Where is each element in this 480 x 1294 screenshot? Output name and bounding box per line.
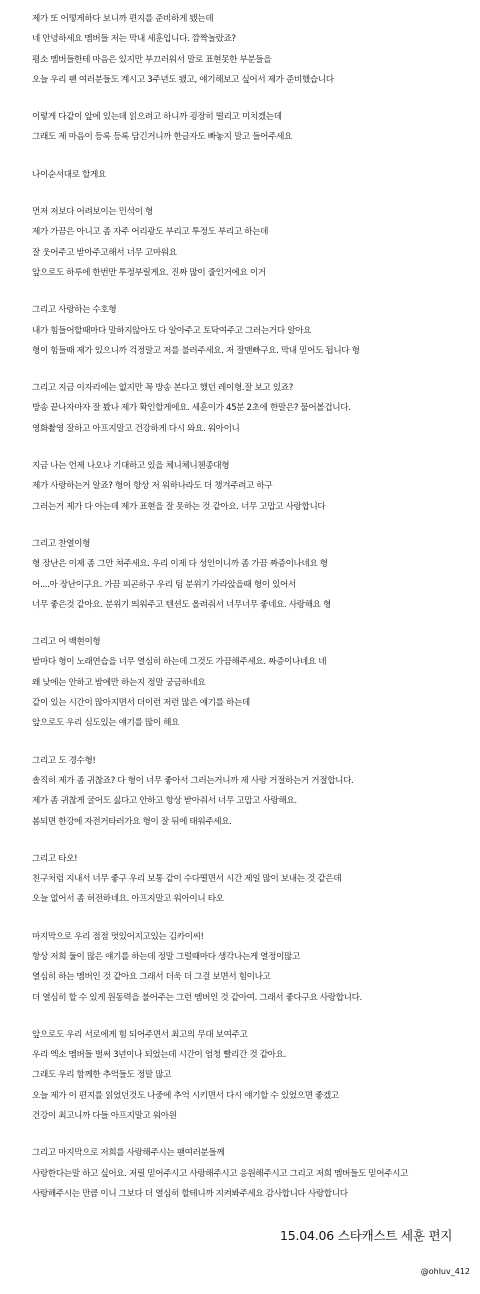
letter-signature: 15.04.06 스타캐스트 세훈 편지 xyxy=(280,1228,453,1243)
letter-line: 앞으로도 우리 서로에게 힘 되어주면서 최고의 무대 보여주고 xyxy=(32,1029,248,1040)
letter-line: 오늘 없어서 좀 허전하네요. 아프지말고 워아이니 타오 xyxy=(32,894,224,905)
letter-line: 사랑해주시는 만큼 이니 그보다 더 열심히 할테니까 지켜봐주세요 감사합니다 사랑합니다 xyxy=(32,1188,348,1199)
letter-line: 평소 멤버들한테 마음은 있지만 부끄러워서 말로 표현못한 부분들을 xyxy=(32,54,272,65)
letter-paragraph xyxy=(32,202,472,283)
credit-watermark: @ohluv_412 xyxy=(420,1267,470,1276)
letter-paragraph xyxy=(32,9,472,90)
letter-line: 어....아 장난이구요. 가끔 피곤하구 우리 팀 분위기 가라앉을때 형이 있어서 xyxy=(32,579,296,590)
letter-line: 그래도 제 마음이 등록 등록 담긴거니까 한글자도 빠놓지 말고 들어주세요 xyxy=(32,132,292,143)
letter-line: 그리고 사랑하는 수호형 xyxy=(32,305,117,316)
letter-line: 마지막으로 우리 점점 멋있어지고있는 김카이씨! xyxy=(32,931,204,942)
letter-paragraph xyxy=(32,107,472,148)
letter-line: 내가 힘들어할때마다 말하지않아도 다 알아주고 토닥여주고 그러는거다 알아요 xyxy=(32,325,312,336)
letter-line: 그러는거 제가 다 아는데 제가 표현을 잘 못하는 것 같아요. 너무 고맙고 사랑합니다 xyxy=(32,501,326,512)
letter-line: 이렇게 다같이 앞에 있는데 읽으려고 하니까 굉장히 떨리고 미치겠는데 xyxy=(32,112,282,123)
letter-line: 나이순서대로 할게요 xyxy=(32,169,106,180)
letter-paragraph xyxy=(32,632,472,733)
letter-line: 건강이 최고니까 다들 아프지말고 워아원 xyxy=(32,1111,177,1122)
letter-line: 제가 좀 귀찮게 굴어도 싫다고 안하고 항상 받아줘서 너무 고맙고 사랑해요. xyxy=(32,796,297,807)
letter-line: 너무 좋은것 같아요. 분위기 띄워주고 텐션도 올려줘서 너무너무 좋네요. 사랑해요 형 xyxy=(32,599,331,610)
letter-line: 그리고 타오! xyxy=(32,853,78,864)
letter-line: 제가 가끔은 아니고 좀 자주 어리광도 부리고 투정도 부리고 하는데 xyxy=(32,227,269,238)
letter-line: 봄되면 한강에 자전거타러가요 형이 잘 뒤에 태워주세요. xyxy=(32,816,232,827)
letter-line: 우리 엑소 멤버들 벌써 3년이나 되었는데 시간이 엄청 빨리간 것 같아요. xyxy=(32,1050,286,1061)
letter-line: 그리고 도 경수형! xyxy=(32,755,96,766)
letter-line: 먼저 저보다 어려보이는 민석이 형 xyxy=(32,207,153,218)
letter-line: 열심히 하는 멤버인 것 같아요 그래서 더욱 더 그걸 보면서 힘이나고 xyxy=(32,972,271,983)
letter-line: 솔직히 제가 좀 귀찮죠? 다 형이 너무 좋아서 그러는거니까 제 사랑 거절하는거 거절합니다. xyxy=(32,775,354,786)
letter-line: 그래도 우리 함께한 추억들도 정말 많고 xyxy=(32,1070,172,1081)
letter-line: 앞으로도 우리 심도있는 얘기를 많이 해요 xyxy=(32,718,180,729)
letter-line: 같이 있는 시간이 많아지면서 더이런 저런 많은 얘기를 하는데 xyxy=(32,698,250,709)
letter-line: 형이 힘들때 제가 있으니까 걱정말고 저를 불러주세요. 저 잘맨빠구요. 막내 믿어도 됩니다 형 xyxy=(32,345,360,356)
letter-line: 앞으로도 하루에 한번만 투정부릴게요. 진짜 많이 줄인거에요 이거 xyxy=(32,267,266,278)
letter-line: 사랑한다는말 하고 싶어요. 저릴 믿어주시고 사랑해주시고 응원해주시고 그리고 저희 멤버들도 믿어주시고 xyxy=(32,1168,409,1179)
letter-line: 왜 낮에는 안하고 밤에만 하는지 정말 궁금하네요 xyxy=(32,677,206,688)
letter-paragraph xyxy=(32,1025,472,1126)
letter-line: 더 열심히 할 수 있게 원동력을 불어주는 그런 멤버인 것 같아여. 그래서 좋다구요 사랑합니다. xyxy=(32,992,362,1003)
letter-paragraph xyxy=(32,378,472,439)
letter-line: 오늘 우리 팬 여러분들도 계시고 3주년도 됐고, 얘기해보고 싶어서 제가 준비했습니다 xyxy=(32,74,334,85)
letter-paragraph xyxy=(32,456,472,517)
letter-line: 항상 저희 둘이 많은 얘기를 하는데 정말 그럴때마다 생각나는게 열정이많고 xyxy=(32,951,300,962)
letter-line: 영화촬영 잘하고 아프지말고 건강하게 다시 와요. 워아이니 xyxy=(32,423,240,434)
letter-line: 제가 또 어떻게하다 보니까 편지를 준비하게 됐는데 xyxy=(32,14,214,24)
letter-line: 그리고 마지막으로 저희를 사랑해주시는 팬여러분들께 xyxy=(32,1148,225,1159)
letter-line: 제가 사랑하는거 알죠? 형이 항상 저 워하나라도 더 챙겨주려고 하구 xyxy=(32,481,273,492)
letter-line: 형 장난은 이제 좀 그만 쳐주세요. 우리 이제 다 성인이니까 좀 가끔 짜증이나네요 형 xyxy=(32,559,328,570)
letter-line: 방송 끝나자마자 잘 봤나 제가 확인할게에요. 세훈이가 45분 2초에 한말은? 물어볼겁니다. xyxy=(32,403,351,414)
letter-paragraph xyxy=(32,165,472,185)
letter-paragraph xyxy=(32,927,472,1008)
letter-line: 네 안녕하세요 멤버들 저는 막내 세훈입니다. 깜짝놀랐죠? xyxy=(32,34,236,45)
letter-paragraph xyxy=(32,751,472,832)
letter-line: 그리고 어 백현이형 xyxy=(32,637,101,648)
letter-line: 오늘 제가 이 편지를 읽었던것도 나중에 추억 시키면서 다시 얘기할 수 있었으면 좋겠고 xyxy=(32,1090,339,1101)
letter-body xyxy=(32,9,472,1221)
letter-line: 그리고 찬열이형 xyxy=(32,538,91,549)
letter-line: 밤마다 형이 노래연습을 너무 열심히 하는데 그것도 가끔해주세요. 짜증이나네요 네 xyxy=(32,657,327,668)
letter-paragraph xyxy=(32,849,472,910)
letter-paragraph xyxy=(32,1143,472,1204)
letter-line: 친구처럼 지내서 너무 좋구 우리 보통 같이 수다떨면서 시간 제일 많이 보내는 것 같은데 xyxy=(32,874,342,885)
letter-line: 그리고 지금 이자리에는 없지만 꼭 방송 본다고 했던 레이형.잘 보고 있죠? xyxy=(32,383,294,394)
letter-paragraph xyxy=(32,300,472,361)
letter-paragraph xyxy=(32,534,472,615)
letter-line: 잘 웃어주고 받아주고해서 너무 고마워요 xyxy=(32,247,177,258)
letter-line: 지금 나는 언제 나오나 기대하고 있을 체니체니첸종대형 xyxy=(32,461,230,472)
